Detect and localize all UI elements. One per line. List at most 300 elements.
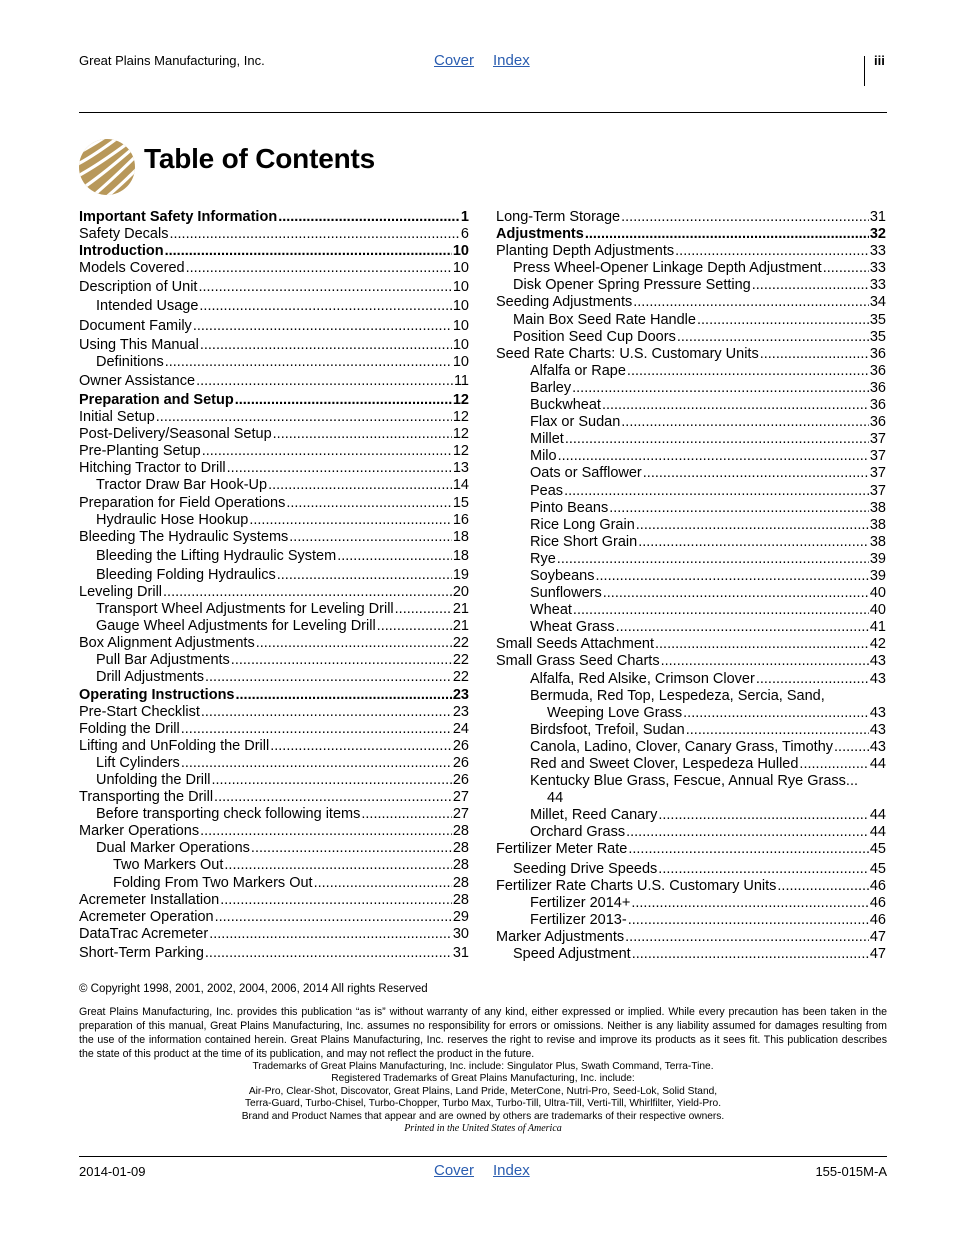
toc-entry-title: Models Covered xyxy=(79,260,185,277)
toc-entry-title: Buckwheat xyxy=(530,397,601,414)
trademarks-line-3: Air-Pro, Clear-Shot, Discovator, Great Plains, Land Pride, MeterCone, Nutri-Pro, Seed-Lok, Solid Stand, xyxy=(248,1086,718,1097)
toc-entry[interactable] xyxy=(496,861,886,878)
toc-entry[interactable] xyxy=(496,568,886,585)
toc-leader-dots xyxy=(609,500,869,517)
toc-entry-title: Tractor Draw Bar Hook-Up xyxy=(96,477,268,494)
toc-entry-page: 1 xyxy=(460,209,469,225)
toc-leader-dots xyxy=(236,687,452,704)
toc-entry[interactable] xyxy=(496,209,886,226)
toc-entry-page: 12 xyxy=(452,426,469,443)
toc-entry-title: Document Family xyxy=(79,317,192,334)
toc-entry-page: 12 xyxy=(452,409,469,426)
toc-entry-title: Fertilizer 2013- xyxy=(530,911,627,928)
toc-leader-dots xyxy=(677,329,869,346)
toc-leader-dots xyxy=(227,460,452,477)
toc-entry[interactable] xyxy=(79,755,469,772)
toc-entry[interactable] xyxy=(79,209,469,226)
toc-entry-title: Adjustments xyxy=(496,226,584,243)
toc-entry[interactable] xyxy=(496,294,886,311)
toc-entry[interactable] xyxy=(496,946,886,963)
toc-entry[interactable] xyxy=(496,448,886,465)
toc-entry-page: 44 xyxy=(547,790,564,807)
toc-leader-dots xyxy=(205,669,452,686)
toc-entry[interactable] xyxy=(496,363,886,380)
toc-leader-dots xyxy=(658,861,869,878)
toc-entry[interactable] xyxy=(79,857,469,874)
toc-leader-dots xyxy=(628,841,869,858)
toc-entry-page: 18 xyxy=(452,547,469,564)
toc-entry-title: Rice Short Grain xyxy=(530,533,638,550)
toc-entry[interactable] xyxy=(496,380,886,397)
toc-entry[interactable] xyxy=(79,426,469,443)
toc-entry-title: Marker Operations xyxy=(79,823,200,840)
toc-entry-page: 33 xyxy=(869,243,886,260)
page-title: Table of Contents xyxy=(144,143,375,174)
toc-entry-title: Gauge Wheel Adjustments for Leveling Drill xyxy=(96,618,376,635)
toc-entry[interactable] xyxy=(79,279,469,296)
toc-entry-title: Seeding Drive Speeds xyxy=(513,860,658,877)
toc-entry-page: 23 xyxy=(452,686,469,703)
toc-entry-title: Folding From Two Markers Out xyxy=(113,874,313,891)
toc-entry[interactable] xyxy=(496,756,886,773)
toc-entry-page: 37 xyxy=(869,431,886,448)
toc-leader-dots xyxy=(224,857,451,874)
toc-entry-page: 46 xyxy=(869,877,886,894)
toc-entry-title: Pull Bar Adjustments xyxy=(96,652,230,669)
toc-entry[interactable] xyxy=(79,409,469,426)
toc-entry-page: 37 xyxy=(869,482,886,499)
toc-entry[interactable] xyxy=(79,704,469,721)
toc-entry-page: 23 xyxy=(452,703,469,720)
toc-entry-title: Main Box Seed Rate Handle xyxy=(513,311,696,328)
footer-date: 2014-01-09 xyxy=(79,1164,146,1179)
toc-leader-dots xyxy=(760,346,869,363)
toc-entry-page: 33 xyxy=(869,260,886,277)
toc-entry-title: Fertilizer 2014+ xyxy=(530,894,631,911)
toc-entry-page: 10 xyxy=(452,298,469,315)
toc-leader-dots xyxy=(251,840,452,857)
toc-entry-title: Seed Rate Charts: U.S. Customary Units xyxy=(496,345,759,362)
toc-entry-page: 37 xyxy=(869,465,886,482)
toc-right-column xyxy=(496,209,886,963)
toc-entry[interactable] xyxy=(79,337,469,354)
toc-entry[interactable] xyxy=(79,601,469,618)
toc-entry-title: Planting Depth Adjustments xyxy=(496,243,675,260)
toc-entry-title: Fertilizer Rate Charts U.S. Customary Units xyxy=(496,877,777,894)
toc-entry-title: Sunflowers xyxy=(530,585,602,602)
toc-entry-title: Marker Adjustments xyxy=(496,928,625,945)
toc-leader-dots xyxy=(181,721,452,738)
toc-entry-page: 14 xyxy=(452,477,469,494)
toc-entry[interactable] xyxy=(496,551,886,568)
toc-entry[interactable] xyxy=(496,671,886,688)
toc-entry[interactable] xyxy=(496,226,886,243)
toc-entry[interactable] xyxy=(496,619,886,636)
toc-entry-page: 12 xyxy=(452,391,469,408)
toc-entry-page: 36 xyxy=(869,379,886,396)
toc-entry-title: Bleeding The Hydraulic Systems xyxy=(79,528,289,545)
toc-entry-title: Soybeans xyxy=(530,567,595,584)
toc-entry-page: 45 xyxy=(869,860,886,877)
toc-entry-page: 22 xyxy=(452,652,469,669)
toc-entry[interactable] xyxy=(496,500,886,517)
toc-entry[interactable] xyxy=(79,772,469,789)
toc-leader-dots xyxy=(557,551,869,568)
toc-leader-dots xyxy=(585,226,869,243)
toc-entry-title: Preparation for Field Operations xyxy=(79,494,286,511)
toc-entry[interactable] xyxy=(496,773,886,790)
toc-entry[interactable] xyxy=(496,739,886,756)
toc-left-column xyxy=(79,209,469,962)
toc-entry-title: Oats or Safflower xyxy=(530,465,642,482)
toc-entry[interactable] xyxy=(496,585,886,602)
toc-leader-dots xyxy=(658,807,869,824)
toc-entry-page: 44 xyxy=(869,756,886,772)
toc-entry[interactable] xyxy=(79,226,469,243)
toc-leader-dots xyxy=(683,705,869,722)
printed-in-line: Printed in the United States of America xyxy=(404,1123,562,1134)
toc-leader-dots xyxy=(163,584,452,601)
toc-leader-dots xyxy=(596,568,869,585)
toc-entry[interactable] xyxy=(79,909,469,926)
toc-entry-title: Red and Sweet Clover, Lespedeza Hulled xyxy=(530,756,799,772)
toc-entry-page: 38 xyxy=(869,499,886,516)
toc-entry[interactable] xyxy=(79,823,469,840)
toc-entry[interactable] xyxy=(496,312,886,329)
toc-leader-dots xyxy=(752,277,869,294)
toc-entry-title: Disk Opener Spring Pressure Setting xyxy=(513,277,751,294)
toc-entry[interactable] xyxy=(79,373,469,390)
toc-entry-title: Long-Term Storage xyxy=(496,209,621,225)
toc-entry-title: Acremeter Installation xyxy=(79,891,220,908)
toc-leader-dots xyxy=(631,895,869,912)
toc-entry[interactable] xyxy=(79,354,469,371)
toc-entry-page: 22 xyxy=(452,669,469,686)
toc-entry-title: Box Alignment Adjustments xyxy=(79,635,255,652)
toc-entry-title: Preparation and Setup xyxy=(79,391,234,408)
toc-entry[interactable] xyxy=(496,722,886,739)
toc-entry-page: 44 xyxy=(869,807,886,824)
toc-entry-page: 36 xyxy=(869,414,886,431)
toc-leader-dots xyxy=(181,755,452,772)
trademarks-line-1: Trademarks of Great Plains Manufacturing, Inc. include: Singulator Plus, Swath Command, Terra-Tine. xyxy=(252,1061,714,1072)
toc-entry-page: 36 xyxy=(869,345,886,362)
toc-entry-page: 21 xyxy=(452,618,469,635)
toc-entry[interactable] xyxy=(79,738,469,755)
toc-entry-page: 41 xyxy=(869,619,886,636)
toc-entry[interactable] xyxy=(79,789,469,806)
toc-entry-page: 19 xyxy=(452,566,469,583)
toc-entry-page: 28 xyxy=(452,840,469,857)
footer-rule xyxy=(79,1156,887,1157)
toc-leader-dots xyxy=(565,431,869,448)
toc-entry-title: Post-Delivery/Seasonal Setup xyxy=(79,426,272,443)
toc-entry[interactable] xyxy=(79,512,469,529)
toc-leader-dots xyxy=(268,477,452,494)
toc-entry[interactable] xyxy=(79,669,469,686)
toc-leader-dots xyxy=(215,909,452,926)
toc-entry-page: 40 xyxy=(869,585,886,602)
toc-entry[interactable] xyxy=(496,636,886,653)
trademarks-line-2: Registered Trademarks of Great Plains Manufacturing, Inc. include: xyxy=(331,1073,635,1084)
great-plains-logo-icon xyxy=(78,138,136,196)
toc-entry-title: Operating Instructions xyxy=(79,686,235,703)
toc-entry-page: 43 xyxy=(869,670,886,687)
toc-entry[interactable] xyxy=(496,807,886,824)
toc-entry[interactable] xyxy=(79,460,469,477)
toc-entry[interactable] xyxy=(79,584,469,601)
toc-entry[interactable] xyxy=(496,414,886,431)
toc-entry[interactable] xyxy=(496,397,886,414)
toc-entry[interactable] xyxy=(79,477,469,494)
toc-entry[interactable] xyxy=(79,618,469,635)
toc-entry-page: 6 xyxy=(460,226,469,243)
toc-entry-title: Canola, Ladino, Clover, Canary Grass, Timothy xyxy=(530,738,834,755)
toc-entry[interactable] xyxy=(496,517,886,534)
toc-leader-dots xyxy=(558,448,869,465)
toc-leader-dots xyxy=(572,380,869,397)
toc-entry-page: 30 xyxy=(452,925,469,942)
toc-entry-title: Folding the Drill xyxy=(79,720,180,737)
toc-entry-title: Two Markers Out xyxy=(113,857,224,874)
toc-leader-dots xyxy=(638,534,869,551)
toc-entry-page: 37 xyxy=(869,448,886,465)
footer-cover-link[interactable]: Cover xyxy=(434,1162,475,1179)
toc-entry-title: Position Seed Cup Doors xyxy=(513,328,676,345)
toc-entry[interactable] xyxy=(496,431,886,448)
toc-entry-title: Seeding Adjustments xyxy=(496,294,633,311)
toc-entry[interactable] xyxy=(496,260,886,277)
toc-leader-dots xyxy=(199,298,451,315)
toc-leader-dots xyxy=(686,722,869,739)
toc-entry[interactable] xyxy=(79,567,469,584)
toc-leader-dots xyxy=(186,260,452,277)
toc-entry[interactable] xyxy=(496,602,886,619)
toc-entry-title: Bleeding the Lifting Hydraulic System xyxy=(96,547,337,564)
toc-leader-dots xyxy=(633,294,869,311)
toc-entry-title: Unfolding the Drill xyxy=(96,772,211,788)
toc-entry-page: 24 xyxy=(452,720,469,737)
toc-entry-title: Bleeding Folding Hydraulics xyxy=(96,566,276,583)
toc-entry[interactable] xyxy=(79,318,469,335)
toc-entry-page: 44 xyxy=(869,824,886,841)
toc-entry-title: Pinto Beans xyxy=(530,499,609,516)
copyright-symbol: © xyxy=(79,983,88,995)
toc-entry-page: 28 xyxy=(452,857,469,874)
toc-leader-dots xyxy=(277,567,452,584)
toc-entry[interactable] xyxy=(79,840,469,857)
toc-entry-page: 29 xyxy=(452,908,469,925)
toc-entry-page: 27 xyxy=(452,806,469,823)
toc-entry-page: 16 xyxy=(452,511,469,528)
toc-entry[interactable] xyxy=(496,534,886,551)
toc-entry[interactable] xyxy=(79,548,469,565)
toc-entry-page: 47 xyxy=(869,928,886,945)
toc-entry-page: 21 xyxy=(452,601,469,618)
toc-entry[interactable] xyxy=(79,298,469,315)
toc-leader-dots xyxy=(165,243,452,260)
toc-entry[interactable] xyxy=(496,705,886,722)
toc-entry-title: Short-Term Parking xyxy=(79,944,204,961)
toc-entry-page: 10 xyxy=(452,243,469,260)
toc-entry-page: 43 xyxy=(869,704,886,721)
toc-leader-dots xyxy=(697,312,869,329)
toc-entry[interactable] xyxy=(496,895,886,912)
toc-entry-page: 46 xyxy=(869,894,886,911)
toc-entry-title: Millet xyxy=(530,431,564,448)
toc-entry[interactable] xyxy=(496,653,886,670)
toc-entry-page: 34 xyxy=(869,294,886,311)
toc-entry-page: 40 xyxy=(869,602,886,619)
toc-entry[interactable] xyxy=(496,483,886,500)
toc-entry-page: 12 xyxy=(452,443,469,460)
toc-entry-title: Initial Setup xyxy=(79,409,155,426)
toc-entry-page: 43 xyxy=(869,738,886,755)
toc-entry-title: Hitching Tractor to Drill xyxy=(79,460,226,477)
toc-entry-page: 38 xyxy=(869,533,886,550)
footer-index-link[interactable]: Index xyxy=(493,1162,530,1179)
toc-entry-title: Flax or Sudan xyxy=(530,414,621,431)
toc-entry-title-line1: Bermuda, Red Top, Lespedeza, Sercia, Sand, xyxy=(530,687,825,704)
toc-entry-title: Definitions xyxy=(96,353,164,370)
toc-leader-dots xyxy=(214,789,452,806)
toc-entry-title: Millet, Reed Canary xyxy=(530,807,658,824)
toc-entry[interactable] xyxy=(496,465,886,482)
toc-leader-dots xyxy=(211,772,451,789)
toc-leader-dots xyxy=(198,279,451,296)
toc-entry[interactable] xyxy=(496,912,886,929)
toc-entry[interactable] xyxy=(79,635,469,652)
toc-leader-dots xyxy=(235,392,452,409)
toc-entry[interactable] xyxy=(79,926,469,943)
company-name: Great Plains Manufacturing, Inc. xyxy=(79,53,265,68)
toc-entry-title: Alfalfa or Rape xyxy=(530,362,626,379)
toc-leader-dots xyxy=(169,226,459,243)
toc-leader-dots xyxy=(205,945,452,962)
toc-leader-dots xyxy=(626,824,869,841)
toc-entry-title: Peas xyxy=(530,482,564,499)
toc-leader-dots xyxy=(286,495,452,512)
toc-entry-page: 38 xyxy=(869,516,886,533)
toc-entry-title: Wheat xyxy=(530,602,572,619)
toc-leader-dots xyxy=(337,548,452,565)
toc-entry[interactable] xyxy=(79,892,469,909)
toc-leader-dots xyxy=(661,653,869,670)
toc-entry[interactable] xyxy=(79,687,469,704)
toc-entry[interactable] xyxy=(496,346,886,363)
toc-entry-page: 47 xyxy=(869,946,886,963)
cover-link[interactable]: Cover xyxy=(434,52,475,69)
toc-entry[interactable] xyxy=(496,243,886,260)
toc-entry[interactable] xyxy=(496,329,886,346)
toc-entry-page: 10 xyxy=(452,336,469,353)
toc-entry-page: 45 xyxy=(869,841,886,858)
index-link[interactable]: Index xyxy=(493,52,530,69)
toc-leader-dots xyxy=(165,354,452,371)
toc-leader-dots xyxy=(156,409,452,426)
toc-entry-title: Using This Manual xyxy=(79,336,199,353)
toc-leader-dots xyxy=(361,806,452,823)
toc-leader-dots xyxy=(799,756,868,773)
toc-entry-page: 26 xyxy=(452,737,469,754)
toc-entry-title: Wheat Grass xyxy=(530,619,615,636)
toc-entry-title: Introduction xyxy=(79,243,164,260)
toc-entry-page: 46 xyxy=(869,911,886,928)
toc-entry[interactable] xyxy=(496,878,886,895)
toc-entry[interactable] xyxy=(79,495,469,512)
toc-entry[interactable] xyxy=(79,945,469,962)
toc-entry-page: 10 xyxy=(452,317,469,334)
toc-entry[interactable] xyxy=(79,443,469,460)
toc-leader-dots xyxy=(621,209,869,226)
toc-entry[interactable] xyxy=(496,277,886,294)
toc-entry-page: 22 xyxy=(452,635,469,652)
toc-leader-dots xyxy=(627,363,869,380)
toc-entry-page: 36 xyxy=(869,397,886,414)
toc-entry-title: Fertilizer Meter Rate xyxy=(496,841,628,858)
toc-entry[interactable] xyxy=(79,806,469,823)
toc-entry-title: Small Seeds Attachment xyxy=(496,636,654,653)
toc-leader-dots xyxy=(573,602,869,619)
toc-leader-dots xyxy=(193,318,452,335)
toc-entry[interactable] xyxy=(79,260,469,277)
toc-entry-title: Intended Usage xyxy=(96,298,199,315)
toc-entry-title: Description of Unit xyxy=(79,279,198,296)
toc-entry-title: Pre-Start Checklist xyxy=(79,703,200,720)
toc-entry[interactable] xyxy=(496,824,886,841)
toc-entry[interactable] xyxy=(79,875,469,892)
toc-entry-page: 43 xyxy=(869,721,886,738)
toc-entry[interactable] xyxy=(79,392,469,409)
toc-entry-title: Press Wheel-Opener Linkage Depth Adjustment xyxy=(513,260,822,277)
toc-leader-dots xyxy=(777,878,868,895)
toc-entry-page: 28 xyxy=(452,891,469,908)
toc-entry-title: Speed Adjustment xyxy=(513,946,631,963)
toc-entry-page: 39 xyxy=(869,567,886,584)
toc-entry-page: 28 xyxy=(452,823,469,840)
toc-leader-dots xyxy=(655,636,869,653)
toc-entry-page: 26 xyxy=(452,754,469,771)
toc-entry-title: Owner Assistance xyxy=(79,372,196,389)
toc-entry[interactable] xyxy=(496,929,886,946)
toc-entry[interactable] xyxy=(496,841,886,858)
toc-entry-title: Leveling Drill xyxy=(79,583,163,600)
toc-leader-dots xyxy=(220,892,452,909)
toc-leader-dots xyxy=(270,738,452,755)
toc-entry-title: Pre-Planting Setup xyxy=(79,443,201,460)
toc-entry-page: 26 xyxy=(452,772,469,788)
toc-entry-title: Weeping Love Grass xyxy=(547,704,683,721)
header-divider xyxy=(864,56,865,86)
toc-leader-dots xyxy=(256,635,452,652)
toc-leader-dots xyxy=(231,652,452,669)
toc-entry-page: 43 xyxy=(869,653,886,670)
toc-entry[interactable] xyxy=(79,652,469,669)
toc-leader-dots xyxy=(603,585,869,602)
toc-leader-dots xyxy=(200,337,452,354)
trademarks-line-4: Terra-Guard, Turbo-Chisel, Turbo-Chopper, Turbo Max, Turbo-Till, Ultra-Till, Verti-Till, Whirlfilter, Yield-Pro. xyxy=(244,1098,722,1109)
toc-entry-title: Kentucky Blue Grass, Fescue, Annual Rye Grass... xyxy=(530,773,859,790)
toc-entry-page: 42 xyxy=(869,636,886,653)
toc-entry-title: DataTrac Acremeter xyxy=(79,925,209,942)
toc-leader-dots xyxy=(675,243,869,260)
toc-entry[interactable] xyxy=(79,721,469,738)
toc-entry-title: Milo xyxy=(530,448,557,465)
toc-entry[interactable] xyxy=(79,243,469,260)
copyright-text: Copyright 1998, 2001, 2002, 2004, 2006, 2014 All rights Reserved xyxy=(87,983,428,995)
toc-entry[interactable] xyxy=(79,529,469,546)
toc-entry-title: Acremeter Operation xyxy=(79,908,214,925)
